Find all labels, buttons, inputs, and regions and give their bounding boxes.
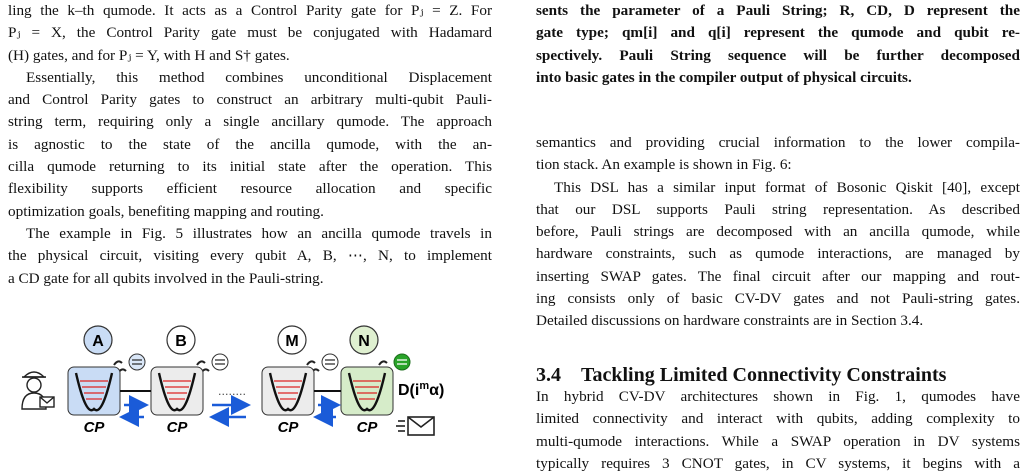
text-line: In hybrid CV-DV architectures shown in Fig. 1, qumodes have bbox=[536, 388, 1020, 405]
text-line: typically requires 3 CNOT gates, in CV systems, it begins with a bbox=[536, 454, 1020, 472]
text-line: tion stack. An example is shown in Fig. 6: bbox=[536, 156, 792, 174]
gate-label-cp: CP bbox=[166, 419, 188, 436]
paragraph-connectivity bbox=[536, 386, 1020, 475]
paragraph-dsl bbox=[536, 177, 1020, 333]
text-line: semantics and providing crucial information to the lower compila- bbox=[536, 134, 1020, 151]
left-column bbox=[8, 0, 492, 290]
qubit-a-label: A bbox=[92, 333, 104, 350]
right-column-section bbox=[536, 386, 1020, 475]
qubit-b-label: B bbox=[175, 333, 187, 350]
qubit-a bbox=[84, 326, 112, 354]
qubit-n-label: N bbox=[358, 333, 370, 350]
text-line: Pⱼ = X, the Control Parity gate must be conjugated with Hadamard bbox=[8, 24, 492, 42]
check-circle-icon bbox=[394, 354, 410, 370]
paragraph-parity-gate bbox=[8, 0, 492, 67]
section-heading bbox=[536, 364, 946, 387]
text-line: (H) gates, and for Pⱼ = Y, with H and S† gates. bbox=[8, 46, 290, 64]
text-line: Essentially, this method combines unconditional Displacement bbox=[26, 68, 492, 86]
text-line: and Control Parity gates to construct an arbitrary multi-qubit Pauli- bbox=[8, 91, 492, 109]
qubit-m-label: M bbox=[285, 333, 299, 350]
paragraph-figure-example bbox=[8, 223, 492, 290]
caption-line: sents the parameter of a Pauli String; R, CD, D represent the bbox=[536, 2, 1020, 19]
text-line-bold-efficient: flexibility supports efficient resource allocation and specific bbox=[8, 180, 492, 198]
text-line: The example in Fig. 5 illustrates how an ancilla qumode travels in bbox=[26, 224, 492, 242]
qubit-n bbox=[350, 326, 378, 354]
text-line: string term, requiring only a single ancillary qumode. The approach bbox=[8, 113, 492, 131]
text-line: before, Pauli strings are decomposed with an ancilla qumode, while bbox=[536, 223, 1020, 241]
equals-icon bbox=[322, 354, 338, 370]
figure-caption bbox=[536, 0, 1020, 89]
text-line: This DSL has a similar input format of Bosonic Qiskit [40], except bbox=[554, 178, 1020, 196]
section-title: Tackling Limited Connectivity Constraints bbox=[581, 364, 947, 386]
text-line: hardware constraints, such as qumode interactions, are managed by bbox=[536, 245, 1020, 263]
ellipsis-dots: ........ bbox=[218, 385, 246, 398]
equals-icon bbox=[212, 354, 228, 370]
right-column-body bbox=[536, 132, 1020, 333]
qubit-b bbox=[167, 326, 195, 354]
text-line: multi-qumode interactions. While a SWAP operation in DV systems bbox=[536, 432, 1020, 450]
text-line: ing consists only of basic CV-DV gates and not Pauli-string gates. bbox=[536, 290, 1020, 308]
gate-label-cp: CP bbox=[83, 419, 105, 436]
ancilla-qumode-figure bbox=[10, 325, 490, 476]
equals-icon bbox=[129, 354, 145, 370]
text-line-bold-agnostic: is agnostic to the state of the ancilla qumode, with the an- bbox=[8, 135, 492, 153]
caption-line: spectively. Pauli String sequence will be further decomposed bbox=[536, 46, 1020, 64]
text-line: inserting SWAP gates. The final circuit after our mapping and rout- bbox=[536, 267, 1020, 285]
envelope-icon bbox=[396, 417, 434, 435]
mailman-icon bbox=[22, 372, 54, 409]
text-line: limited connectivity and interact with qubits, adding complexity to bbox=[536, 410, 1020, 428]
text-line: a CD gate for all qubits involved in the Pauli-string. bbox=[8, 269, 324, 287]
caption-line: into basic gates in the compiler output of physical circuits. bbox=[536, 68, 912, 86]
caption-line: gate type; qm[i] and q[i] represent the qumode and qubit re- bbox=[536, 24, 1020, 42]
text-line-bold-goals: optimization goals, benefiting mapping and routing. bbox=[8, 202, 324, 220]
gate-label-cp: CP bbox=[356, 419, 378, 436]
paragraph-semantics bbox=[536, 132, 1020, 177]
gate-label-cp: CP bbox=[277, 419, 299, 436]
text-line: the physical circuit, visiting every qubit A, B, ⋯, N, to implement bbox=[8, 247, 492, 265]
displacement-label: $D(i^m\alpha)$ bbox=[398, 380, 445, 399]
text-line: that our DSL supports Pauli string representation. As described bbox=[536, 200, 1020, 218]
qubit-m bbox=[278, 326, 306, 354]
text-line: cilla qumode returning to its initial state after the operation. This bbox=[8, 158, 492, 176]
paragraph-method-summary bbox=[8, 67, 492, 223]
section-number: 3.4 bbox=[536, 364, 561, 386]
text-line: Detailed discussions on hardware constraints are in Section 3.4. bbox=[536, 312, 924, 330]
text-line: ling the k–th qumode. It acts as a Control Parity gate for Pⱼ = Z. For bbox=[8, 2, 492, 19]
